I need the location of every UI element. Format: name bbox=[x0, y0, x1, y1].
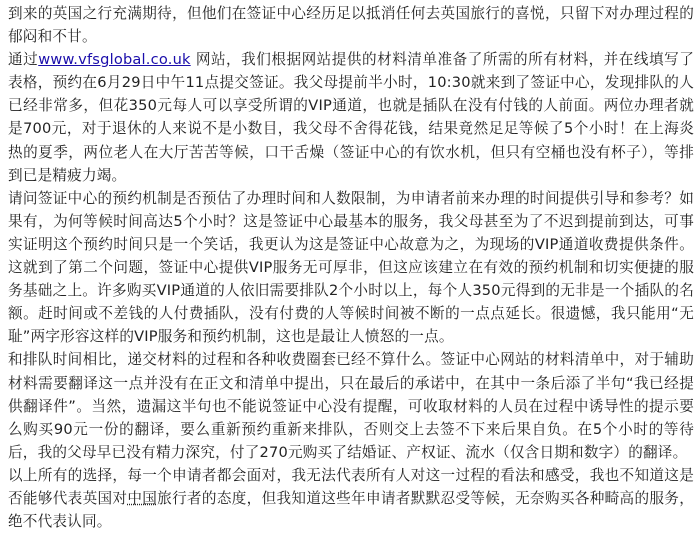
paragraph-2-text: 网站，我们根据网站提供的材料清单准备了所需的所有材料，并在线填写了表格，预约在6月29日中午11点提交签证。我父母提前半小时，10:30就来到了签证中心，发现排队的人已经非常多，但花350元每人可以享受所谓的VIP通道，也就是插队在没有付钱的人前面。两位办理者就是700元，对于退休的人来说不是小数目，我父母不舍得花钱，结果竟然足足等候了5个小时！在上海炎热的夏季，两位老人在大厅苦苦等候，口干舌燥（签证中心的有饮水机，但只有空桶也没有杯子），等排到已是精疲力竭。 bbox=[8, 51, 694, 184]
china-term: 中国 bbox=[127, 489, 158, 507]
paragraph-5 bbox=[8, 464, 694, 533]
paragraph-3-text: 请问签证中心的预约机制是否预估了办理时间和人数限制，为申请者前来办理的时间提供引导和参考？如果有，为何等候时间高达5个小时？这是签证中心最基本的服务，我父母甚至为了不迟到提前到达，可事实证明这个预约时间只是一个笑话，我更认为这是签证中心故意为之，为现场的VIP通道收费提供条件。这就到了第二个问题，签证中心提供VIP服务无可厚非，但这应该建立在有效的预约机制和切实便捷的服务基础之上。许多购买VIP通道的人依旧需要排队2个小时以上，每个人350元得到的无非是一个插队的名额。赶时间或不差钱的人付费插队，没有付费的人等候时间被不断的一点点延长。很遗憾，我只能用“无耻”两字形容这样的VIP服务和预约机制，这也是最让人愤怒的一点。 bbox=[8, 189, 694, 346]
paragraph-5-lead: 以上所有的选择，每一个申请者都会面对，我无法代表所有人对这一过程的看法和感受，我也不知道这是否能够代表英国对 bbox=[8, 466, 694, 507]
paragraph-5-text: 旅行者的态度，但我知道这些年申请者默默忍受等候，无奈购买各种畸高的服务，绝不代表认同。 bbox=[8, 489, 694, 531]
paragraph-1 bbox=[8, 2, 694, 48]
paragraph-1-text: 到来的英国之行充满期待，但他们在签证中心经历足以抵消任何去英国旅行的喜悦，只留下对办理过程的郁闷和不甘。 bbox=[8, 5, 694, 46]
paragraph-3 bbox=[8, 187, 694, 349]
paragraph-2-lead: 通过 bbox=[8, 51, 39, 69]
paragraph-4-text: 和排队时间相比，递交材料的过程和各种收费圈套已经不算什么。签证中心网站的材料清单中，对于辅助材料需要翻译这一点并没有在正文和清单中提出，只在最后的承诺中，在其中一条后添了半句“我已经提供翻译件”。当然，遗漏这半句也不能说签证中心没有提醒，可收取材料的人员在过程中诱导性的提示要么购买90元一份的翻译，要么重新预约重新来排队，否则交上去签不下来后果自负。在5个小时的等待后，我的父母早已没有精力深究，付了270元购买了结婚证、产权证、流水（仅含日期和数字）的翻译。 bbox=[8, 351, 694, 461]
vfsglobal-link[interactable]: www.vfsglobal.co.uk bbox=[38, 51, 191, 69]
paragraph-4 bbox=[8, 348, 694, 463]
paragraph-2 bbox=[8, 48, 694, 187]
